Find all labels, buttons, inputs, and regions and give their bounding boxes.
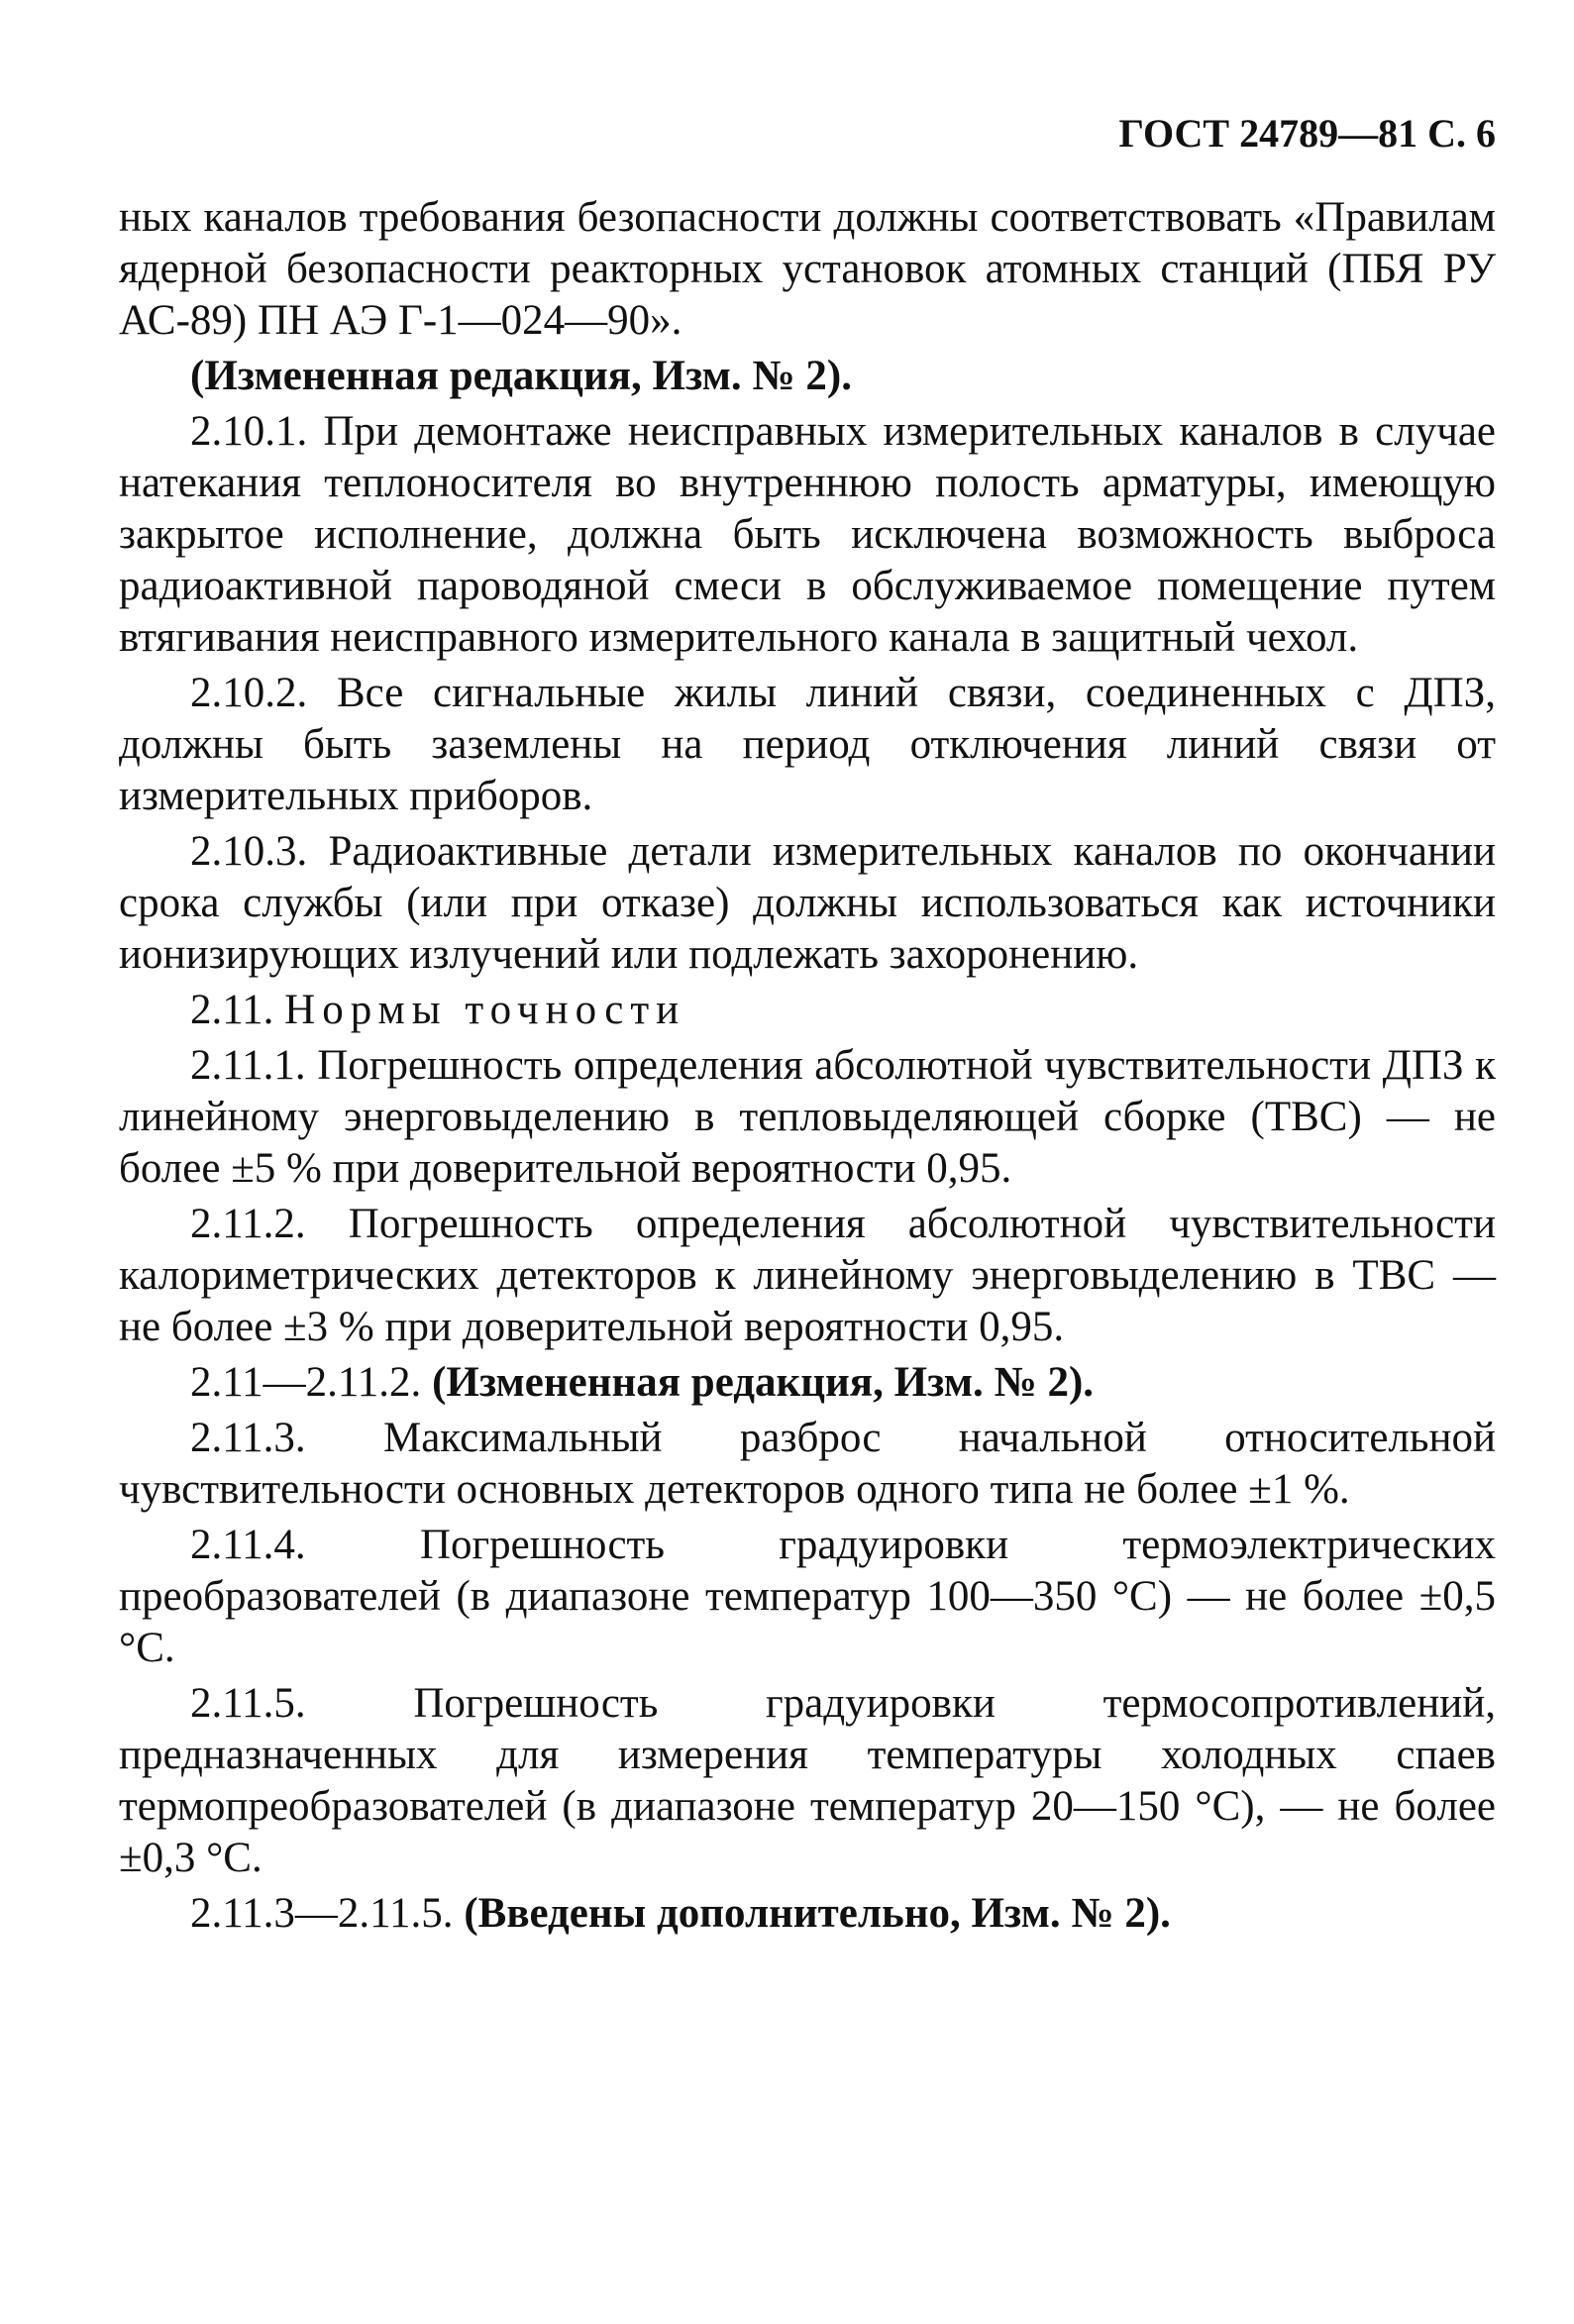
clause-text: При демонтаже неисправных измерительных каналов в случае натекания теплоносителя во внутреннюю полость арматуры, имеющую закрытое исполнение, должна быть исключена возможность выброса радиоактивной пароводяной смеси в обслуживаемое помещение путем втягивания неисправного измерительного канала в защитный чехол. [119,408,1496,661]
clause-text: Все сигнальные жилы линий связи, соединенных с ДПЗ, должны быть заземлены на период отключения линий связи от измерительных приборов. [119,670,1497,819]
clause-2-10-1 [119,406,1496,664]
page-header: ГОСТ 24789—81 С. 6 [1118,111,1496,156]
clause-text: Погрешность определения абсолютной чувствительности ДПЗ к линейному энерговыделению в тепловыделяющей сборке (ТВС) — не более ±5 % при доверительной вероятности 0,95. [119,1042,1496,1192]
clause-number: 2.11.2. [190,1201,306,1247]
clause-number: 2.11.1. [190,1042,306,1089]
clause-2-11-3 [119,1413,1496,1516]
clause-2-10-2 [119,668,1496,822]
section-number: 2.11. [190,987,274,1033]
clause-text: Максимальный разброс начальной относительной чувствительности основных детекторов одного типа не более ±1 %. [119,1415,1497,1513]
clause-text: Радиоактивные детали измерительных каналов по окончании срока службы (или при отказе) должны использоваться как источники ионизирующих излучений или подлежать захоронению. [119,828,1497,978]
clause-2-11-5 [119,1678,1496,1884]
clause-number: 2.10.2. [190,670,308,716]
change-note [119,351,1496,402]
section-heading-2-11 [119,985,1496,1036]
paragraph-text: ных каналов требования безопасности должны соответствовать «Правилам ядерной безопасности реакторных установок атомных станций (ПБЯ РУ АС-89) ПН АЭ Г-1—024—90». [119,194,1496,344]
document-page [119,109,1496,1944]
clause-number: 2.11.3. [190,1415,306,1461]
clause-2-11-4 [119,1520,1496,1674]
paragraph-continuation [119,192,1496,347]
clause-2-10-3 [119,826,1496,981]
clause-text: Погрешность градуировки термоэлектрических преобразователей (в диапазоне температур 100—350 °С) — не более ±0,5 °С. [119,1522,1497,1671]
section-title: Нормы точности [284,987,686,1033]
change-note-text: (Измененная редакция, Изм. № 2). [190,353,852,399]
clause-text: Погрешность определения абсолютной чувствительности калориметрических детекторов к линейному энерговыделению в ТВС — не более ±3 % при доверительной вероятности 0,95. [119,1201,1496,1350]
addition-note-text: (Введены дополнительно, Изм. № 2). [464,1890,1171,1937]
clause-number: 2.10.1. [190,408,308,455]
clause-2-11-2 [119,1199,1496,1353]
clause-number: 2.11.4. [190,1522,306,1568]
clause-number: 2.11.5. [190,1680,306,1727]
addition-note-2-11-3-2-11-5 [119,1888,1496,1940]
change-note-2-11 [119,1357,1496,1409]
note-range: 2.11.3—2.11.5. [190,1890,454,1937]
clause-text: Погрешность градуировки термосопротивлений, предназначенных для измерения температуры холодных спаев термопреобразователей (в диапазоне температур 20—150 °С), — не более ±0,3 °С. [119,1680,1496,1881]
clause-2-11-1 [119,1040,1496,1195]
clause-number: 2.10.3. [190,828,308,875]
change-note-text: (Измененная редакция, Изм. № 2). [432,1359,1095,1406]
note-range: 2.11—2.11.2. [190,1359,422,1406]
